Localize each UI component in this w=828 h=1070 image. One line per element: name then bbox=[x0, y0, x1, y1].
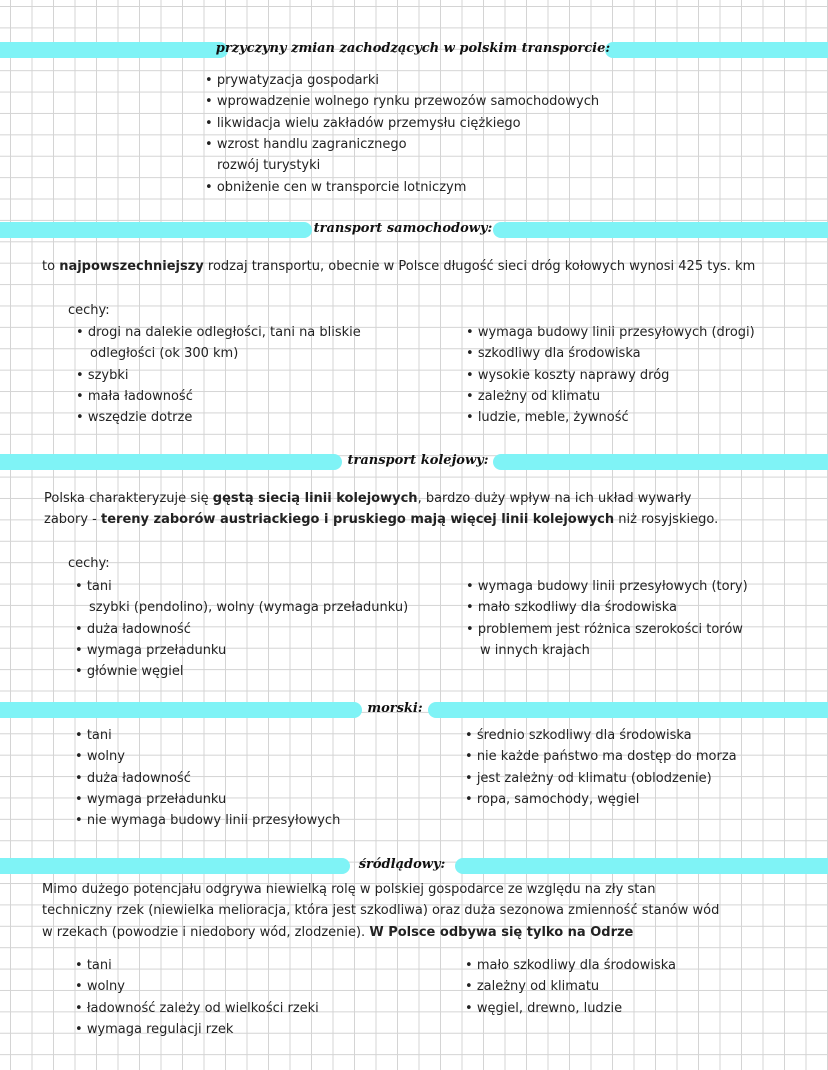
bold-text: najpowszechniejszy bbox=[59, 259, 204, 274]
bullet-icon: • bbox=[75, 749, 87, 765]
section-title: morski: bbox=[367, 701, 423, 716]
feature-left-text: wolny bbox=[86, 749, 125, 765]
feature-left-text: duża ładowność bbox=[86, 621, 191, 637]
feature-right-item bbox=[465, 748, 737, 766]
bullet-icon: • bbox=[75, 1000, 87, 1016]
highlight-bar-left bbox=[0, 702, 362, 718]
cause-item bbox=[205, 72, 379, 90]
bullet-icon: • bbox=[75, 958, 87, 973]
cause-item bbox=[205, 179, 466, 197]
bold-text: tereny zaborów austriackiego i pruskiego mają więcej linii kolejowych bbox=[101, 512, 615, 528]
cause-item bbox=[205, 136, 407, 154]
feature-left-item bbox=[75, 663, 183, 681]
feature-left-text: wymaga regulacji rzek bbox=[86, 1021, 234, 1037]
feature-right-text: wysokie koszty naprawy dróg bbox=[477, 367, 670, 383]
paragraph-line bbox=[42, 881, 656, 899]
section-title: transport samochodowy: bbox=[313, 221, 493, 236]
feature-left-text: szybki (pendolino), wolny (wymaga przeładunku) bbox=[89, 600, 409, 616]
feature-left-item bbox=[75, 748, 125, 766]
bullet-icon: • bbox=[466, 410, 478, 426]
highlight-bar-left bbox=[0, 222, 312, 238]
text-segment: zabory - bbox=[44, 512, 101, 528]
feature-right-item bbox=[466, 409, 629, 427]
cause-item bbox=[205, 115, 521, 133]
section-title: śródlądowy: bbox=[358, 857, 446, 872]
bullet-icon: • bbox=[75, 579, 87, 594]
text-segment: , bardzo duży wpływ na ich układ wywarły bbox=[417, 491, 692, 506]
feature-right-item bbox=[466, 599, 677, 617]
feature-right-text: ropa, samochody, węgiel bbox=[476, 791, 640, 807]
feature-left-text: szybki bbox=[87, 367, 129, 383]
feature-right-text: wymaga budowy linii przesyłowych (tory) bbox=[477, 579, 748, 594]
text-segment: Polska charakteryzuje się bbox=[44, 491, 213, 506]
bullet-icon: • bbox=[76, 367, 88, 383]
feature-left-item bbox=[75, 1000, 319, 1018]
feature-left-text: wolny bbox=[86, 979, 125, 995]
text-segment: rodzaj transportu, obecnie w Polsce długość sieci dróg kołowych wynosi 425 tys. km bbox=[203, 259, 756, 274]
bullet-icon: • bbox=[75, 791, 87, 807]
features-label: cechy: bbox=[68, 556, 110, 571]
feature-right-text: wymaga budowy linii przesyłowych (drogi) bbox=[477, 325, 755, 340]
feature-right-item bbox=[465, 727, 692, 745]
feature-left-item bbox=[75, 957, 112, 975]
bullet-icon: • bbox=[75, 813, 87, 829]
feature-left-text: wymaga przeładunku bbox=[86, 791, 227, 807]
cause-item bbox=[217, 157, 320, 175]
feature-right-text: mało szkodliwy dla środowiska bbox=[477, 600, 678, 616]
feature-left-item bbox=[89, 599, 408, 617]
highlight-bar-left bbox=[0, 858, 350, 874]
feature-left-item bbox=[75, 727, 112, 745]
feature-left-item bbox=[90, 345, 238, 363]
bullet-icon: • bbox=[466, 346, 478, 362]
feature-right-item bbox=[465, 791, 639, 809]
feature-right-item bbox=[466, 621, 743, 639]
feature-right-text: zależny od klimatu bbox=[476, 979, 600, 995]
bullet-icon: • bbox=[466, 388, 478, 404]
bullet-icon: • bbox=[205, 136, 217, 152]
feature-right-text: węgiel, drewno, ludzie bbox=[476, 1000, 623, 1016]
text-segment: w rzekach (powodzie i niedobory wód, zlodzenie). bbox=[42, 924, 370, 940]
paragraph-line bbox=[44, 511, 718, 529]
highlight-bar-right bbox=[605, 42, 828, 58]
bullet-icon: • bbox=[465, 749, 477, 765]
bullet-icon: • bbox=[465, 958, 477, 973]
bullet-icon: • bbox=[205, 115, 217, 131]
feature-right-text: problemem jest różnica szerokości torów bbox=[477, 621, 743, 637]
bullet-icon: • bbox=[205, 179, 217, 195]
feature-right-text: ludzie, meble, żywność bbox=[477, 410, 629, 426]
feature-left-item bbox=[76, 324, 361, 342]
highlight-bar-right bbox=[493, 222, 828, 238]
cause-text: wprowadzenie wolnego rynku przewozów samochodowych bbox=[216, 94, 600, 110]
feature-left-text: wszędzie dotrze bbox=[87, 410, 193, 426]
feature-left-item bbox=[75, 770, 191, 788]
bullet-icon: • bbox=[75, 728, 87, 743]
highlight-bar-right bbox=[455, 858, 828, 874]
bullet-icon: • bbox=[465, 1000, 477, 1016]
feature-left-text: tani bbox=[86, 728, 112, 743]
feature-right-text: w innych krajach bbox=[480, 642, 590, 658]
highlight-bar-right bbox=[493, 454, 828, 470]
cause-text: obniżenie cen w transporcie lotniczym bbox=[216, 179, 467, 195]
feature-right-text: zależny od klimatu bbox=[477, 388, 601, 404]
bullet-icon: • bbox=[75, 979, 87, 995]
feature-right-text: szkodliwy dla środowiska bbox=[477, 346, 641, 362]
bullet-icon: • bbox=[466, 621, 478, 637]
feature-right-text: jest zależny od klimatu (oblodzenie) bbox=[476, 770, 712, 786]
bold-text: gęstą siecią linii kolejowych bbox=[212, 491, 418, 506]
cause-text: rozwój turystyki bbox=[217, 158, 321, 174]
feature-right-text: nie każde państwo ma dostęp do morza bbox=[476, 749, 737, 765]
feature-left-item bbox=[75, 642, 226, 660]
feature-left-text: ładowność zależy od wielkości rzeki bbox=[86, 1000, 319, 1016]
highlight-bar-left bbox=[0, 42, 228, 58]
bullet-icon: • bbox=[465, 979, 477, 995]
text-segment: to bbox=[42, 259, 60, 274]
feature-left-text: nie wymaga budowy linii przesyłowych bbox=[86, 813, 341, 829]
feature-right-item bbox=[480, 642, 590, 660]
paragraph-line bbox=[42, 258, 755, 276]
bullet-icon: • bbox=[465, 791, 477, 807]
text-segment: techniczny rzek (niewielka melioracja, która jest szkodliwa) oraz duża sezonowa zmienność stanów wód bbox=[42, 903, 720, 919]
highlight-bar-right bbox=[428, 702, 828, 718]
feature-right-item bbox=[466, 367, 669, 385]
cause-text: likwidacja wielu zakładów przemysłu ciężkiego bbox=[216, 115, 521, 131]
feature-right-item bbox=[465, 770, 712, 788]
bullet-icon: • bbox=[76, 410, 88, 426]
bullet-icon: • bbox=[466, 579, 478, 594]
bullet-icon: • bbox=[205, 94, 217, 110]
bullet-icon: • bbox=[465, 770, 477, 786]
bullet-icon: • bbox=[466, 367, 478, 383]
feature-left-text: wymaga przeładunku bbox=[86, 642, 227, 658]
feature-right-text: średnio szkodliwy dla środowiska bbox=[476, 728, 692, 743]
bullet-icon: • bbox=[75, 770, 87, 786]
feature-left-text: duża ładowność bbox=[86, 770, 191, 786]
bullet-icon: • bbox=[75, 621, 87, 637]
feature-left-item bbox=[75, 578, 112, 596]
cause-text: wzrost handlu zagranicznego bbox=[216, 136, 407, 152]
highlight-bar-left bbox=[0, 454, 342, 470]
section-title: transport kolejowy: bbox=[347, 453, 489, 468]
feature-left-text: głównie węgiel bbox=[86, 664, 184, 680]
feature-right-item bbox=[465, 978, 599, 996]
feature-right-item bbox=[466, 578, 748, 596]
feature-left-item bbox=[76, 367, 129, 385]
bullet-icon: • bbox=[75, 664, 87, 680]
feature-left-text: odległości (ok 300 km) bbox=[90, 346, 239, 362]
feature-left-text: tani bbox=[86, 958, 112, 973]
feature-right-item bbox=[465, 957, 676, 975]
feature-right-text: mało szkodliwy dla środowiska bbox=[476, 958, 677, 973]
feature-right-item bbox=[465, 1000, 622, 1018]
feature-right-item bbox=[466, 324, 755, 342]
feature-left-item bbox=[75, 1021, 233, 1039]
cause-text: prywatyzacja gospodarki bbox=[216, 73, 380, 88]
features-label: cechy: bbox=[68, 303, 110, 318]
bullet-icon: • bbox=[75, 1021, 87, 1037]
feature-left-item bbox=[75, 978, 125, 996]
bold-text: W Polsce odbywa się tylko na Odrze bbox=[369, 924, 634, 940]
feature-left-text: tani bbox=[86, 579, 112, 594]
feature-left-text: mała ładowność bbox=[87, 388, 193, 404]
bullet-icon: • bbox=[76, 388, 88, 404]
feature-right-item bbox=[466, 388, 600, 406]
bullet-icon: • bbox=[466, 600, 478, 616]
feature-left-item bbox=[76, 388, 193, 406]
feature-right-item bbox=[466, 345, 641, 363]
paragraph-line bbox=[42, 902, 719, 920]
bullet-icon: • bbox=[465, 728, 477, 743]
section-title: przyczyny zmian zachodzących w polskim transporcie: bbox=[215, 41, 611, 56]
paragraph-line bbox=[44, 490, 691, 508]
bullet-icon: • bbox=[466, 325, 478, 340]
text-segment: niż rosyjskiego. bbox=[614, 512, 719, 528]
feature-left-item bbox=[76, 409, 192, 427]
text-segment: Mimo dużego potencjału odgrywa niewielką rolę w polskiej gospodarce ze względu na zły stan bbox=[42, 882, 656, 897]
feature-left-text: drogi na dalekie odległości, tani na bliskie bbox=[87, 325, 361, 340]
feature-left-item bbox=[75, 791, 226, 809]
cause-item bbox=[205, 93, 599, 111]
bullet-icon: • bbox=[205, 73, 217, 88]
paragraph-line bbox=[42, 924, 633, 942]
bullet-icon: • bbox=[75, 642, 87, 658]
feature-left-item bbox=[75, 621, 191, 639]
feature-left-item bbox=[75, 812, 340, 830]
bullet-icon: • bbox=[76, 325, 88, 340]
